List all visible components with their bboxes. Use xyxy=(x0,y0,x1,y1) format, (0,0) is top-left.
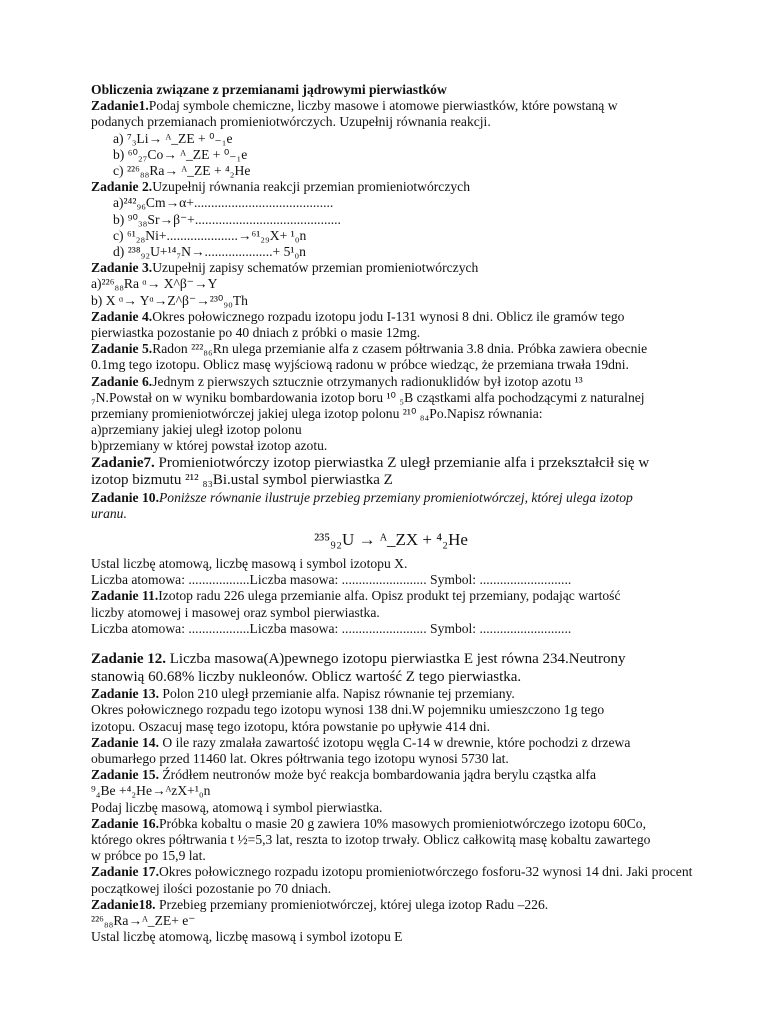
task-1-equation-b: b) ⁶⁰₂₇Co→ ᴬ_ZE + ⁰₋₁e xyxy=(113,146,248,162)
task-15 xyxy=(91,767,691,783)
task-4-text: Okres połowicznego rozpadu izotopu jodu I-131 wynosi 8 dni. Oblicz ile gramów tego xyxy=(152,308,625,324)
task-18-equation: ²²⁶₈₈Ra→ᴬ_ZE+ e⁻ xyxy=(91,912,196,928)
task-11-text-2: liczby atomowej i masowej oraz symbol pierwiastka. xyxy=(91,604,380,620)
task-17-text: Okres połowicznego rozpadu izotopu promieniotwórczego fosforu-32 wynosi 14 dni. Jaki procent xyxy=(158,864,693,880)
task-7 xyxy=(91,455,691,473)
task-17-text-2: początkowej ilości pozostanie po 70 dniach. xyxy=(91,880,332,896)
task-1-text: Podaj symbole chemiczne, liczby masowe i atomowe pierwiastków, które powstaną w xyxy=(148,98,618,114)
task-1-equation-c: c) ²²⁶₈₈Ra→ ᴬ_ZE + ⁴₂He xyxy=(113,163,251,179)
task-5-text: Radon ²²²₈₆Rn ulega przemianie alfa z czasem półtrwania 3.8 dnia. Próbka zawiera obecnie xyxy=(152,341,648,357)
task-13-text-3: izotopu. Oszacuj masę tego izotopu, która powstanie po upływie 414 dni. xyxy=(91,718,491,734)
task-6-text-3: przemiany promieniotwórczej jakiej ulega izotop polonu ²¹⁰ ₈₄Po.Napisz równania: xyxy=(91,406,543,422)
task-18-text-2: Ustal liczbę atomową, liczbę masową i symbol izotopu E xyxy=(91,929,403,945)
task-6-subtask-b: b)przemiany w której powstał izotop azotu. xyxy=(91,438,328,454)
task-10-equation: ²³⁵₉₂U → ᴬ_ZX + ⁴₂He xyxy=(314,530,468,550)
task-10-text-3: Ustal liczbę atomową, liczbę masową i symbol izotopu X. xyxy=(91,556,408,572)
task-2-equation-c: c) ⁶¹₂₈Ni+.....................→⁶¹₂₉X+ ¹₀n xyxy=(113,227,307,243)
task-16 xyxy=(91,816,691,832)
task-2-equation-a: a)²⁴²₉₆Cm→α+......................................... xyxy=(113,195,334,211)
document-page xyxy=(91,82,691,945)
task-5 xyxy=(91,341,691,357)
task-11-text: Izotop radu 226 ulega przemianie alfa. Opisz produkt tej przemiany, podając wartość xyxy=(158,588,621,604)
task-12-text: Liczba masowa(A)pewnego izotopu pierwiastka E jest równa 234.Neutrony xyxy=(166,651,626,668)
task-2-heading: Zadanie 2. xyxy=(91,179,153,195)
task-13-text-2: Okres połowicznego rozpadu tego izotopu wynosi 138 dni.W pojemniku umieszczono 1g tego xyxy=(91,702,605,718)
task-10-answer-line: Liczba atomowa: ..................Liczba masowa: ......................... Symbol: ........................... xyxy=(91,572,572,588)
task-5-text-2: 0.1mg tego izotopu. Oblicz masę wyjściową radonu w próbce wiedząc, że przemiana trwała 19dni. xyxy=(91,357,629,373)
task-1 xyxy=(91,98,691,114)
task-6-text: Jednym z pierwszych sztucznie otrzymanych radionuklidów był izotop azotu ¹³ xyxy=(152,373,583,389)
task-16-heading: Zadanie 16. xyxy=(91,815,159,831)
task-11 xyxy=(91,588,691,604)
task-13 xyxy=(91,686,691,702)
task-2-text: Uzupełnij równania reakcji przemian promieniotwórczych xyxy=(152,179,471,195)
task-15-text-2: Podaj liczbę masową, atomową i symbol pierwiastka. xyxy=(91,799,383,815)
task-16-text-3: w próbce po 15,9 lat. xyxy=(91,848,206,864)
task-10-heading: Zadanie 10. xyxy=(91,489,159,505)
task-4 xyxy=(91,309,691,325)
task-12 xyxy=(91,651,691,669)
task-18 xyxy=(91,897,691,913)
task-12-text-2: stanowią 60.68% liczby nukleonów. Oblicz wartość Z tego pierwiastka. xyxy=(91,668,522,685)
task-13-heading: Zadanie 13. xyxy=(91,686,159,702)
task-15-text: Źródłem neutronów może być reakcja bombardowania jądra berylu cząstka alfa xyxy=(158,767,597,783)
task-7-text-2: izotop bizmutu ²¹² ₈₃Bi.ustal symbol pierwiastka Z xyxy=(91,472,393,489)
task-4-text-2: pierwiastka pozostanie po 40 dniach z próbki o masie 12mg. xyxy=(91,325,421,341)
task-3-text: Uzupełnij zapisy schematów przemian promieniotwórczych xyxy=(152,260,479,276)
task-10-text-2: uranu. xyxy=(91,505,127,521)
task-3 xyxy=(91,260,691,276)
task-14-text: O ile razy zmalała zawartość izotopu węgla C-14 w drewnie, które pochodzi z drzewa xyxy=(158,734,631,750)
task-14-heading: Zadanie 14. xyxy=(91,734,159,750)
task-5-heading: Zadanie 5. xyxy=(91,341,153,357)
task-6-text-2: ₇N.Powstał on w wyniku bombardowania izotop boru ¹⁰ ₅B cząstkami alfa pochodzącymi z naturalnej xyxy=(91,389,645,405)
task-10-text: Poniższe równanie ilustruje przebieg przemiany promieniotwórczej, której ulega izotop xyxy=(158,489,633,505)
task-4-heading: Zadanie 4. xyxy=(91,308,153,324)
task-11-answer-line: Liczba atomowa: ..................Liczba masowa: ......................... Symbol: ........................... xyxy=(91,620,572,636)
task-7-text: Promieniotwórczy izotop pierwiastka Z uległ przemianie alfa i przekształcił się w xyxy=(154,454,650,471)
task-6 xyxy=(91,374,691,390)
task-15-equation: ⁹₄Be +⁴₂He→ᴬzX+¹₀n xyxy=(91,783,211,799)
task-12-heading: Zadanie 12. xyxy=(91,651,167,668)
task-6-heading: Zadanie 6. xyxy=(91,373,153,389)
task-14-text-2: obumarłego przed 11460 lat. Okres półtrwania tego izotopu wynosi 5730 lat. xyxy=(91,750,509,766)
task-3-scheme-b: b) X ᵅ→ Yᵅ→Z^β⁻→²³⁰₉₀Th xyxy=(91,292,248,308)
task-17-heading: Zadanie 17. xyxy=(91,864,159,880)
task-17 xyxy=(91,864,691,880)
task-13-text: Polon 210 uległ przemianie alfa. Napisz równanie tej przemiany. xyxy=(158,686,515,702)
task-2-equation-d: d) ²³⁸₉₂U+¹⁴₇N→....................+ 5¹₀n xyxy=(113,244,306,260)
task-16-text: Próbka kobaltu o masie 20 g zawiera 10% masowych promieniotwórczego izotopu 60Co, xyxy=(158,815,646,831)
task-11-heading: Zadanie 11. xyxy=(91,588,159,604)
task-18-heading: Zadanie18. xyxy=(91,896,156,912)
spacer xyxy=(91,637,691,651)
task-2-equation-b: b) ⁹⁰₃₈Sr→β⁻+........................................... xyxy=(113,211,341,227)
task-2 xyxy=(91,179,691,195)
task-6-subtask-a: a)przemiany jakiej uległ izotop polonu xyxy=(91,422,302,438)
document-title: Obliczenia związane z przemianami jądrowymi pierwiastków xyxy=(91,82,447,97)
task-10 xyxy=(91,490,691,506)
task-1-text-2: podanych przemianach promieniotwórczych. Uzupełnij równania reakcji. xyxy=(91,114,491,130)
task-16-text-2: którego okres półtrwania t ½=5,3 lat, reszta to izotop trwały. Oblicz całkowitą masę kobaltu zawartego xyxy=(91,831,651,847)
task-14 xyxy=(91,735,691,751)
task-1-equation-a: a) ⁷₃Li→ ᴬ_ZE + ⁰₋₁e xyxy=(113,130,233,146)
task-1-heading: Zadanie1. xyxy=(91,98,149,114)
task-15-heading: Zadanie 15. xyxy=(91,767,159,783)
task-7-heading: Zadanie7. xyxy=(91,454,155,471)
task-3-heading: Zadanie 3. xyxy=(91,260,153,276)
task-18-text: Przebieg przemiany promieniotwórczej, której ulega izotop Radu –226. xyxy=(155,896,549,912)
task-3-scheme-a: a)²²⁶₈₈Ra ᵅ→ X^β⁻→Y xyxy=(91,276,218,292)
